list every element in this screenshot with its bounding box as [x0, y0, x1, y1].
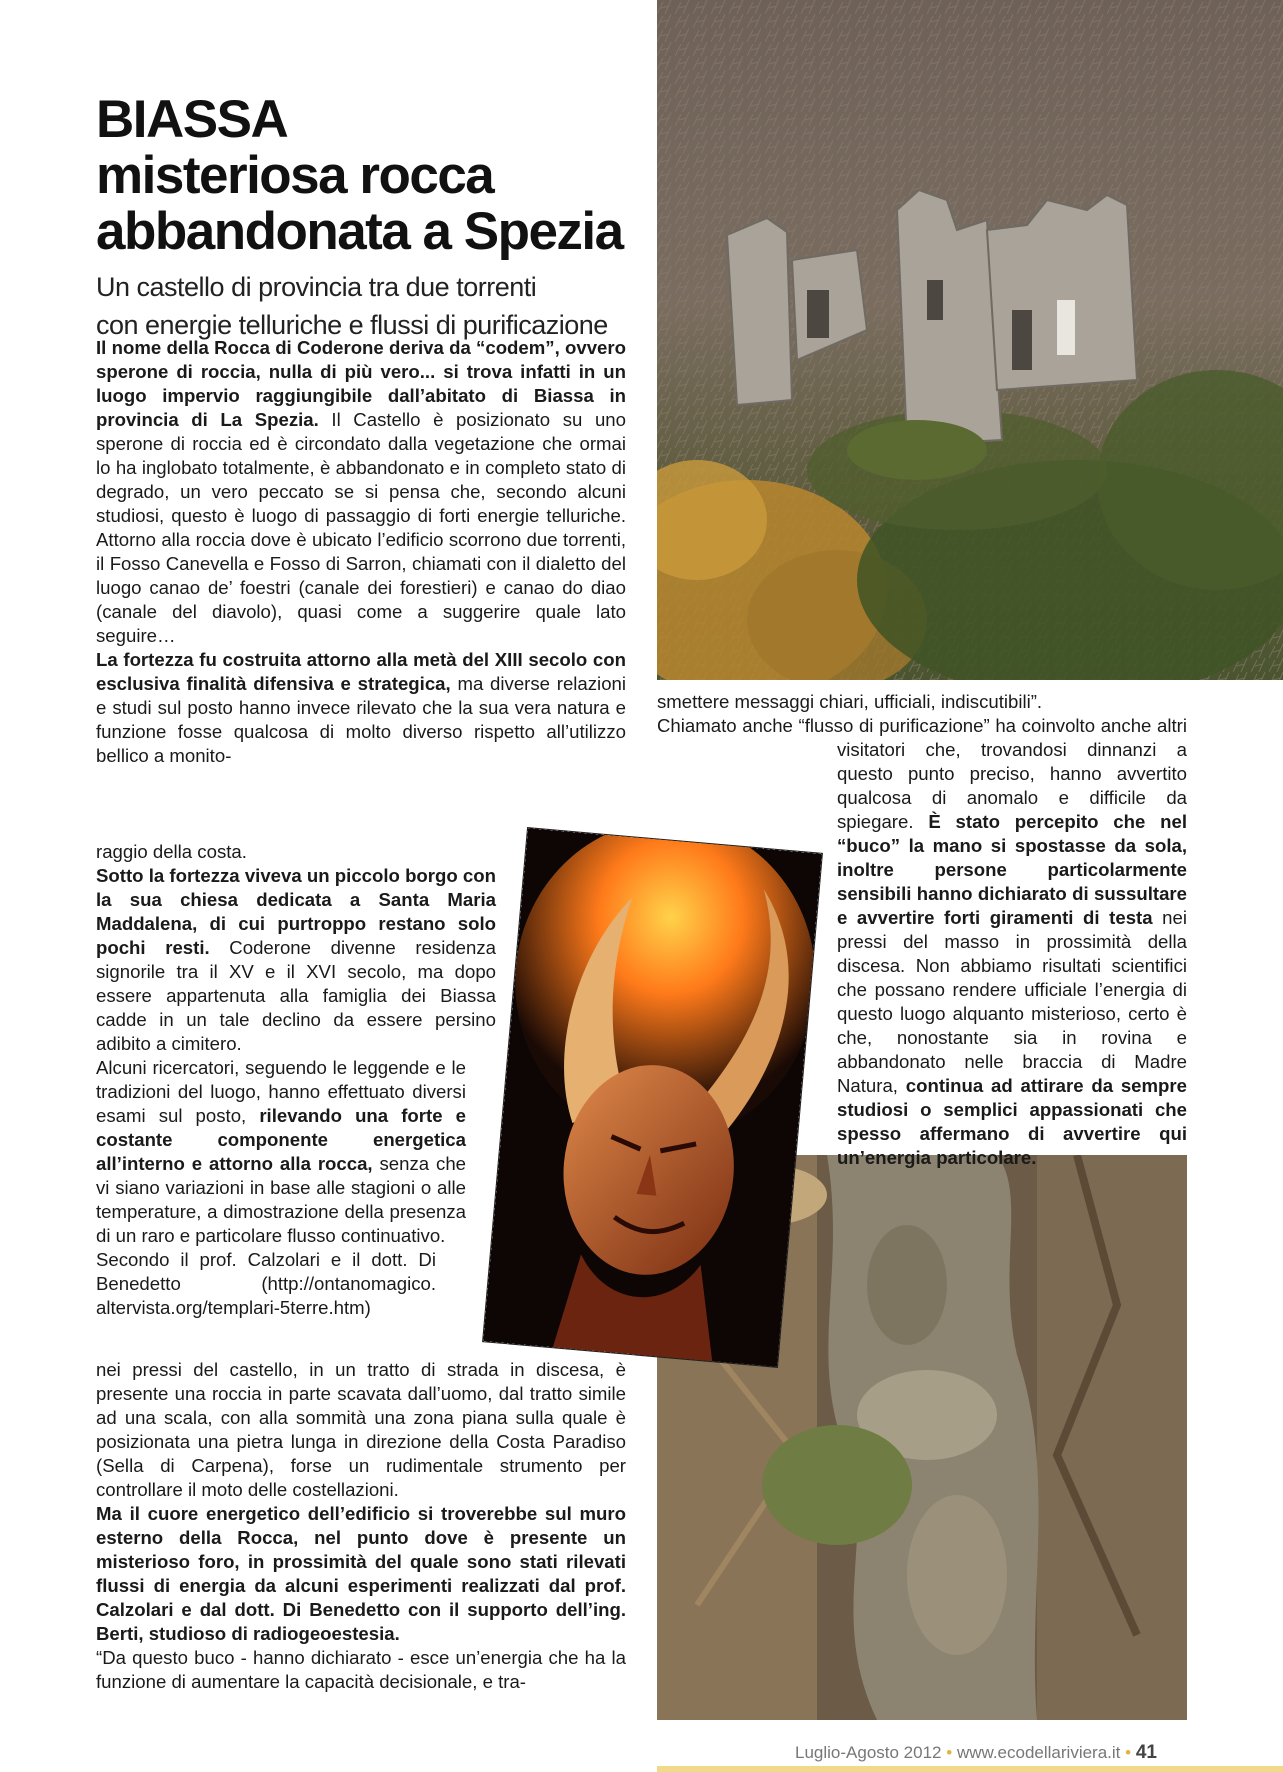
paragraph-6: nei pressi del castello, in un tratto di strada in discesa, è presente una roccia in parte scavata dall’uomo, dal tratto simile ad una scala, con alla sommità una zona piana sulla quale è posizionata una pietra lunga in direzione della Costa Paradiso (Sella di Carpena), forse un rudimentale strumento per controllare il moto delle costellazioni. [96, 1359, 626, 1500]
left-column-text [96, 336, 626, 768]
paragraph-8: “Da questo buco - hanno dichiarato - esce un’energia che ha la funzione di aumentare la capacità decisionale, e tra- [96, 1647, 626, 1692]
footer-separator-2: • [1125, 1743, 1132, 1762]
right-column-text [657, 690, 1187, 714]
castle-ruins-photo [657, 0, 1283, 680]
right-paragraph-2-highlight: È stato percepito che nel “buco” la mano si spostasse da sola, inoltre persone particolarmente sensibili hanno dichiarato di sussultare e avvertire forti giramenti di testa [837, 811, 1187, 928]
paragraph-3-body: Coderone divenne residenza signorile tra il XV e il XVI secolo, ma dopo essere appartenuta alla famiglia dei Biassa cadde in un tale declino da essere persino adibito a cimitero. [96, 937, 496, 1054]
paragraph-2-tail: raggio della costa. [96, 841, 247, 862]
paragraph-7 [96, 1502, 626, 1646]
paragraph-3 [96, 864, 496, 1056]
right-paragraph-2 [657, 714, 1187, 1170]
issue-date: Luglio-Agosto 2012 [795, 1743, 942, 1762]
paragraph-2-body: ma diverse relazioni e studi sul posto hanno invece rilevato che la sua vera natura e funzione fosse qualcosa di molto diverso rispetto all’utilizzo bellico a monito- [96, 673, 627, 766]
page-number: 41 [1135, 1742, 1157, 1763]
website-link[interactable]: www.ecodellariviera.it [956, 1743, 1121, 1762]
paragraph-3-lead: Sotto la fortezza viveva un piccolo borgo con la sua chiesa dedicata a Santa Maria Maddalena, di cui purtroppo restano solo pochi resti. [96, 865, 496, 958]
paragraph-4-highlight: rilevando una forte e costante componente energetica all’interno e attorno alla rocca, [96, 1105, 466, 1174]
paragraph-1-body: Il Castello è posizionato su uno sperone di roccia ed è circondato dalla vegetazione che ormai lo ha inglobato totalmente, è abbandonato e in completo stato di degrado, un vero peccato se si pensa che, secondo alcuni studiosi, questo è luogo di passaggio di forti energie telluriche. Attorno alla roccia dove è ubicato l’edificio scorrono due torrenti, il Fosso Canevella e Fosso di Sarron, chiamati con il dialetto del luogo canao de’ foestri (canale dei forestieri) e canao do diao (canale del diavolo), quasi come a suggerire quale lato seguire… [96, 409, 626, 646]
footer-accent-bar [657, 1766, 1283, 1772]
footer-separator: • [946, 1743, 953, 1762]
right-column-text-2 [657, 714, 1187, 1170]
paragraph-2 [96, 648, 626, 768]
right-paragraph-1: smettere messaggi chiari, ufficiali, indiscutibili”. [657, 691, 1043, 712]
right-paragraph-2-highlight-2: continua ad attirare da sempre studiosi o semplici appassionati che spesso affermano di avvertire qui un’energia particolare. [837, 1075, 1187, 1168]
paragraph-1 [96, 336, 626, 648]
right-paragraph-2-body-2: nei pressi del masso in prossimità della discesa. Non abbiamo risultati scientifici che possano rendere ufficiale l’energia di questo luogo alquanto misterioso, certo è che, nonostante sia in rovina e abbandonato nelle braccia di Madre Natura, [837, 907, 1187, 1096]
left-column-bottom-text [96, 1358, 626, 1694]
paragraph-1-lead: Il nome della Rocca di Coderone deriva da “codem”, ovvero sperone di roccia, nulla di più vero... si trova infatti in un luogo impervio raggiungibile dall’abitato di Biassa in provincia di La Spezia. [96, 337, 626, 430]
article-title [96, 92, 656, 260]
paragraph-4 [96, 1056, 466, 1248]
right-paragraph-2-body: Chiamato anche “flusso di purificazione” ha coinvolto anche altri visitatori che, trovandosi dinnanzi a questo punto preciso, hanno avvertito qualcosa di anomalo e difficile da spiegare. [657, 715, 1187, 832]
paragraph-7-lead: Ma il cuore energetico dell’edificio si troverebbe sul muro esterno della Rocca, nel punto dove è presente un misterioso foro, in prossimità del quale sono stati rilevati flussi di energia da alcuni esperimenti realizzati dal prof. Calzolari e dal dott. Di Benedetto con il supporto dell’ing. Berti, studioso di radiogeoestesia. [96, 1503, 626, 1644]
title-line-2: misteriosa rocca [96, 146, 494, 205]
page-footer [795, 1742, 1195, 1764]
paragraph-2-lead: La fortezza fu costruita attorno alla metà del XIII secolo con esclusiva finalità difensiva e strategica, [96, 649, 626, 694]
paragraph-4-body: Alcuni ricercatori, seguendo le leggende e le tradizioni del luogo, hanno effettuato diversi esami sul posto, [96, 1057, 466, 1126]
article-subtitle [96, 268, 656, 344]
paragraph-4-body-2: senza che vi siano variazioni in base alle stagioni o alle temperature, a dimostrazione della presenza di un raro e particolare flusso continuativo. [96, 1153, 466, 1246]
title-line-3: abbandonata a Spezia [96, 202, 623, 261]
subtitle-line-1: Un castello di provincia tra due torrenti [96, 272, 537, 302]
title-line-1: BIASSA [96, 90, 288, 149]
subtitle-line-2: con energie telluriche e flussi di purificazione [96, 310, 608, 340]
paragraph-5: Secondo il prof. Calzolari e il dott. Di Benedetto (http://ontanomagico. altervista.org/templari-5terre.htm) [96, 1249, 436, 1318]
left-column-wrap-text [96, 840, 496, 1320]
